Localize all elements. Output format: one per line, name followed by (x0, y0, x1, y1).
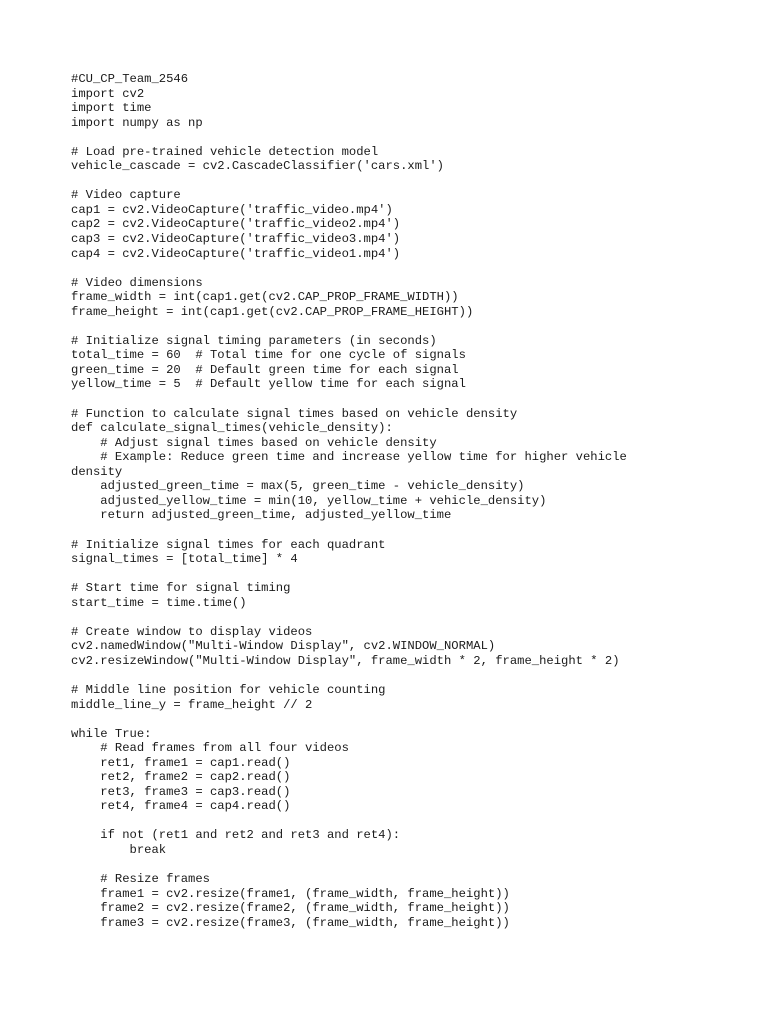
code-line (71, 567, 751, 582)
code-line: cap3 = cv2.VideoCapture('traffic_video3.mp4') (71, 232, 401, 247)
code-line: middle_line_y = frame_height // 2 (71, 697, 313, 712)
code-line: ret3, frame3 = cap3.read() (71, 784, 291, 799)
code-line (71, 712, 751, 727)
code-block (71, 72, 751, 930)
code-line: # Load pre-trained vehicle detection model (71, 144, 379, 159)
code-line (71, 610, 751, 625)
code-line: ret4, frame4 = cap4.read() (71, 799, 291, 814)
code-line: adjusted_green_time = max(5, green_time - vehicle_density) (71, 479, 525, 494)
code-line: #CU_CP_Team_2546 (71, 72, 189, 86)
code-line: # Video dimensions (71, 275, 203, 290)
code-line: cv2.resizeWindow("Multi-Window Display", frame_width * 2, frame_height * 2) (71, 653, 620, 668)
code-line: frame3 = cv2.resize(frame3, (frame_width, frame_height)) (71, 915, 510, 930)
code-line: frame_width = int(cap1.get(cv2.CAP_PROP_FRAME_WIDTH)) (71, 290, 459, 305)
code-line: cap1 = cv2.VideoCapture('traffic_video.mp4') (71, 202, 393, 217)
code-line: # Middle line position for vehicle counting (71, 682, 386, 697)
code-line: frame1 = cv2.resize(frame1, (frame_width, frame_height)) (71, 886, 510, 901)
code-line: import numpy as np (71, 115, 203, 130)
code-line: import time (71, 101, 152, 116)
code-line (71, 130, 751, 145)
code-line: ret2, frame2 = cap2.read() (71, 770, 291, 785)
code-line (71, 523, 751, 538)
code-line: # Initialize signal timing parameters (in seconds) (71, 333, 437, 348)
code-line (71, 174, 751, 189)
code-line (71, 668, 751, 683)
code-line: vehicle_cascade = cv2.CascadeClassifier('cars.xml') (71, 159, 444, 174)
code-line (71, 392, 751, 407)
code-line: frame2 = cv2.resize(frame2, (frame_width, frame_height)) (71, 901, 510, 916)
code-line: import cv2 (71, 86, 145, 101)
code-line: ret1, frame1 = cap1.read() (71, 755, 291, 770)
code-line: signal_times = [total_time] * 4 (71, 552, 298, 567)
code-line: # Function to calculate signal times based on vehicle density (71, 406, 518, 421)
code-line: cap4 = cv2.VideoCapture('traffic_video1.mp4') (71, 246, 401, 261)
code-line: density (71, 464, 123, 479)
code-line: # Resize frames (71, 872, 210, 887)
code-line: adjusted_yellow_time = min(10, yellow_time + vehicle_density) (71, 493, 547, 508)
code-line: while True: (71, 726, 152, 741)
code-line: if not (ret1 and ret2 and ret3 and ret4): (71, 828, 401, 843)
code-line: # Start time for signal timing (71, 581, 291, 596)
code-line: frame_height = int(cap1.get(cv2.CAP_PROP_FRAME_HEIGHT)) (71, 304, 474, 319)
code-line: green_time = 20 # Default green time for each signal (71, 362, 459, 377)
code-line: def calculate_signal_times(vehicle_density): (71, 421, 393, 436)
code-line: return adjusted_green_time, adjusted_yellow_time (71, 508, 452, 523)
code-line (71, 858, 751, 873)
code-line: cv2.namedWindow("Multi-Window Display", cv2.WINDOW_NORMAL) (71, 639, 496, 654)
code-line: break (71, 842, 167, 857)
code-line: # Initialize signal times for each quadrant (71, 537, 386, 552)
code-line: start_time = time.time() (71, 595, 247, 610)
code-line: # Example: Reduce green time and increase yellow time for higher vehicle (71, 450, 627, 465)
code-line (71, 814, 751, 829)
code-line: # Adjust signal times based on vehicle density (71, 435, 437, 450)
code-line: yellow_time = 5 # Default yellow time for each signal (71, 377, 466, 392)
code-line (71, 261, 751, 276)
code-line: # Video capture (71, 188, 181, 203)
code-line: total_time = 60 # Total time for one cycle of signals (71, 348, 466, 363)
code-line: # Create window to display videos (71, 624, 313, 639)
code-line: # Read frames from all four videos (71, 741, 349, 756)
code-line: cap2 = cv2.VideoCapture('traffic_video2.mp4') (71, 217, 401, 232)
code-line (71, 319, 751, 334)
